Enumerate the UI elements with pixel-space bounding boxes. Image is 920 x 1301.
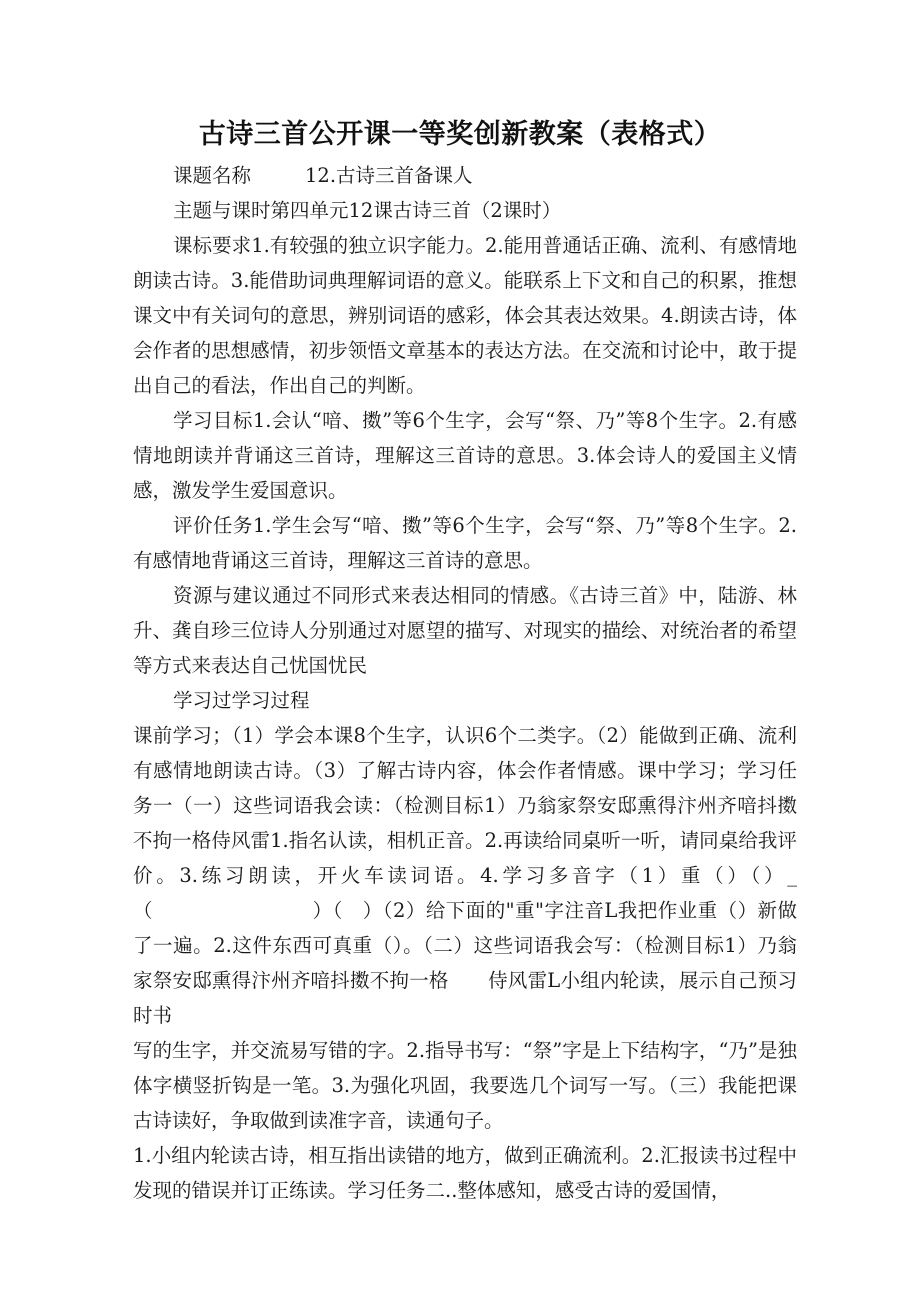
document-body — [133, 158, 797, 1208]
course-name-line — [133, 158, 797, 193]
course-name-value: 12.古诗三首备课人 — [305, 164, 473, 187]
curriculum-requirements-paragraph: 课标要求1.有较强的独立识字能力。2.能用普通话正确、流利、有感情地朗读古诗。3.能借助词典理解词语的意义。能联系上下文和自己的积累，推想课文中有关词句的意思，辨别词语的感彩，体会其表达效果。4.朗读古诗，体会作者的思想感情，初步领悟文章基本的表达方法。在交流和讨论中，敢于提出自己的看法，作出自己的判断。 — [133, 234, 797, 397]
document-title: 古诗三首公开课一等奖创新教案（表格式） — [198, 119, 722, 150]
evaluation-tasks-paragraph: 评价任务1.学生会写“喑、擞”等6个生字，会写“祭、乃”等8个生字。2.有感情地背诵这三首诗，理解这三首诗的意思。 — [133, 514, 797, 572]
process-paragraph-2: 写的生字，并交流易写错的字。2.指导书写：“祭”字是上下结构字，“乃”是独体字横竖折钩是一笔。3.为强化巩固，我要选几个词写一写。（三）我能把课古诗读好，争取做到读准字音，读通句子。 — [133, 1039, 797, 1132]
theme-line: 主题与课时第四单元12课古诗三首（2课时） — [173, 199, 562, 222]
process-paragraph-1: 课前学习；（1）学会本课8个生字，认识6个二类字。（2）能做到正确、流利有感情地朗读古诗。（3）了解古诗内容，体会作者情感。课中学习；学习任务一（一）这些词语我会读：（检测目标1）乃翁家祭安邸熏得汴州齐喑抖擞不拘一格侍风雷1.指名认读，相机正音。2.再读给同桌听一听，请同桌给我评价。3.练习朗读，开火车读词语。4.学习多音字（1）重（）（）_（ ）（ ）（2）给下面的"重"字注音L我把作业重（）新做了一遍。2.这件东西可真重（）。（二）这些词语我会写：（检测目标1）乃翁家祭安邸熏得汴州齐喑抖擞不拘一格 侍风雷L小组内轮读，展示自己预习时书 — [133, 724, 797, 1027]
learning-objectives-paragraph: 学习目标1.会认“喑、擞”等6个生字，会写“祭、乃”等8个生字。2.有感情地朗读并背诵这三首诗，理解这三首诗的意思。3.体会诗人的爱国主义情感，激发学生爱国意识。 — [133, 409, 797, 502]
resources-paragraph: 资源与建议通过不同形式来表达相同的情感。《古诗三首》中，陆游、林升、龚自珍三位诗人分别通过对愿望的描写、对现实的描绘、对统治者的希望等方式来表达自己忧国忧民 — [133, 584, 797, 677]
learning-process-heading: 学习过学习过程 — [173, 689, 310, 712]
course-name-label: 课题名称 — [173, 164, 252, 187]
process-paragraph-3: 1.小组内轮读古诗，相互指出读错的地方，做到正确流利。2.汇报读书过程中发现的错误并订正练读。学习任务二..整体感知，感受古诗的爱国情， — [133, 1144, 797, 1202]
